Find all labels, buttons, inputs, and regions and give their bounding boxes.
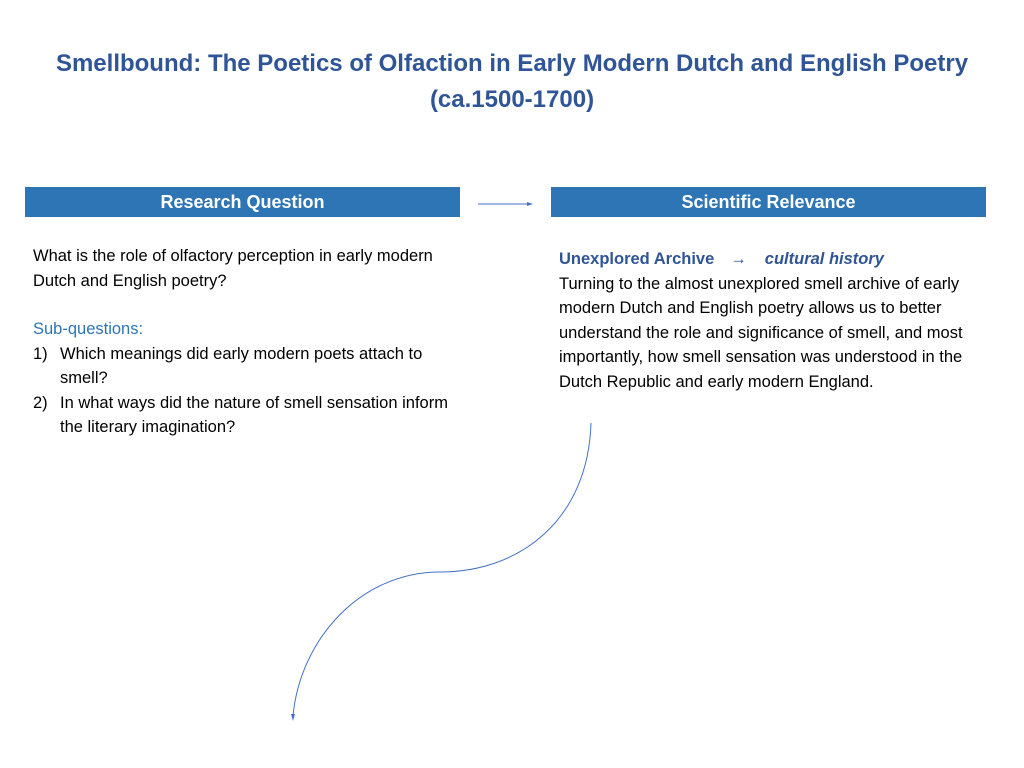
main-research-question: What is the role of olfactory perception in early modern Dutch and English poetry? bbox=[33, 247, 433, 290]
relevance-paragraph: Turning to the almost unexplored smell archive of early modern Dutch and English poetry allows us to better understand the role and significance of smell, and most importantly, how smell sensation was understood in the Dutch Republic and early modern England. bbox=[559, 274, 963, 391]
curved-connector-line bbox=[293, 423, 591, 716]
research-question-body bbox=[33, 244, 458, 440]
unexplored-archive-label: Unexplored Archive bbox=[559, 250, 715, 268]
sub-questions-list bbox=[33, 342, 458, 440]
research-question-header: Research Question bbox=[25, 187, 460, 217]
title-line-2: (ca.1500-1700) bbox=[429, 86, 595, 113]
right-arrow-icon: → bbox=[730, 250, 747, 268]
header-connector-arrowhead bbox=[527, 202, 533, 206]
sub-questions-heading: Sub-questions: bbox=[33, 320, 144, 338]
cultural-history-label: cultural history bbox=[764, 250, 884, 268]
list-item-text: In what ways did the nature of smell sensation inform the literary imagination? bbox=[60, 393, 448, 436]
list-item-text: Which meanings did early modern poets attach to smell? bbox=[60, 344, 423, 387]
scientific-relevance-body bbox=[559, 247, 979, 394]
list-item-number: 2) bbox=[33, 393, 48, 412]
list-item-number: 1) bbox=[33, 344, 48, 363]
curved-connector-arrowhead bbox=[291, 714, 295, 721]
list-item bbox=[33, 342, 458, 391]
archive-line bbox=[559, 247, 979, 272]
title-line-1: Smellbound: The Poetics of Olfaction in Early Modern Dutch and English Poetry bbox=[55, 50, 969, 77]
scientific-relevance-header: Scientific Relevance bbox=[551, 187, 986, 217]
slide-title bbox=[0, 46, 1024, 118]
list-item bbox=[33, 391, 458, 440]
